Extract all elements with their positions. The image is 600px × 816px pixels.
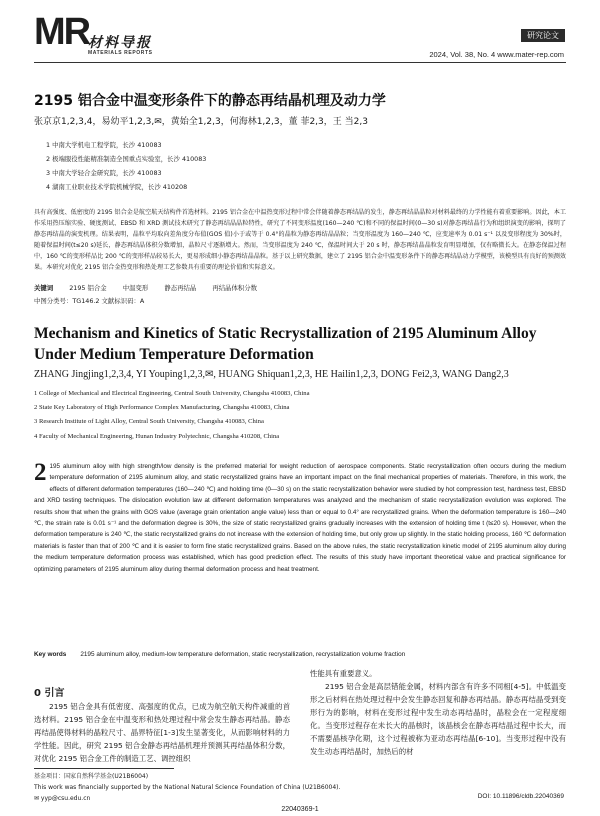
page-number: 22040369-1 xyxy=(281,806,319,813)
cn-keyword: 2195 铝合金 xyxy=(69,284,107,292)
fund-cn: 基金项目：国家自然科学基金(U21B6004) xyxy=(34,773,149,780)
en-abstract xyxy=(34,461,566,575)
logo-en-name: MATERIALS REPORTS xyxy=(88,50,153,56)
journal-info: 2024, Vol. 38, No. 4 www.mater-rep.com xyxy=(429,50,564,59)
en-keywords-text: 2195 aluminum alloy, medium-low temperature deformation, static recrystallization, recrystallization volume fraction xyxy=(80,651,406,658)
cn-abstract: 具有高强度、低密度的 2195 铝合金是航空航天结构件首选材料。2195 铝合金在中温热变形过程中常会伴随着静态再结晶的发生，静态再结晶晶粒对材料最终的力学性能有着重要影响。因此，本工作采用热压缩实验、硬度测试、EBSD 和 XRD 测试技术研究了静态再结晶晶粒特性，研究了不同变形温度(160—240 ℃)和不同的保温时间(0—30 s)对静态再结晶行为和组织演变的影响，探明了静态再结晶的演变机理。结果表明，晶粒平均取向差角度分布值(GOS 值)小于或等于 0.4°的晶粒为静态再结晶晶粒；当变形温度为 160—240 ℃，应变速率为 0.01 s⁻¹ 以及变形程度为 30%时，随着保温时间(t≤20 s)延长，静态再结晶体积分数增加，晶粒尺寸逐渐增大。然而，当变形温度为 240 ℃，保温时间大于 20 s 时，静态再结晶晶粒发育明显增加，仅有略微长大。在静态保温过程中，160 ℃的变形样品比 200 ℃的变形样品较易长大，更易形成细小静态再结晶晶粒。基于以上研究数据，建立了 2195 铝合金中温变形条件下的静态再结晶动力学模型，该模型具有良好的预测效果。本研究对优化 2195 铝合金热变形和热处理工艺参数具有重要的理论价值和实际意义。 xyxy=(34,209,566,271)
header-rule xyxy=(34,62,566,63)
en-authors: ZHANG Jingjing1,2,3,4, YI Youping1,2,3,✉, HUANG Shiquan1,2,3, HE Hailin1,2,3, DONG Fei2,3, WANG Dang2,3 xyxy=(34,369,509,380)
doi: DOI: 10.11896/cldb.22040369 xyxy=(477,793,564,800)
cn-affiliation: 2 极端服役性能精准制造全国重点实验室，长沙 410083 xyxy=(46,155,207,163)
footnotes xyxy=(34,771,340,804)
cn-keywords-label: 关键词 xyxy=(34,284,54,292)
cn-affiliation: 1 中南大学机电工程学院，长沙 410083 xyxy=(46,141,162,149)
logo-cn-name: 材料导报 xyxy=(88,35,152,51)
en-affiliation: 3 Research Institute of Light Alloy, Central South University, Changsha 410083, China xyxy=(34,418,264,426)
right-col-continuation: 性能具有重要意义。 xyxy=(310,669,377,678)
journal-logo xyxy=(34,10,154,60)
cn-affiliation: 4 湖南工业职业技术学院机械学院，长沙 410208 xyxy=(46,183,188,191)
cn-keyword: 再结晶体积分数 xyxy=(212,284,258,292)
en-title: Mechanism and Kinetics of Static Recrystallization of 2195 Aluminum Alloy Under Medium Temperature Deformation xyxy=(34,325,537,363)
body-left-column: 2195 铝合金具有低密度、高强度的优点，已成为航空航天构件减重的首选材料。2195 铝合金在中温变形和热处理过程中常会发生静态再结晶。静态再结晶使得材料的晶粒尺寸、晶界特征[1-3]发生显著变化，从而影响材料的力学性能。因此，研究 2195 铝合金静态再结晶机理并预测其再结晶体积分数，对优化 2195 铝合金工件的制造工艺、调控组织 xyxy=(34,702,290,763)
fund-en: This work was financially supported by the National Natural Science Foundation of China (U21B6004). xyxy=(34,784,341,791)
right-col-paragraph: 2195 铝合金是高层错能金属，材料内部含有许多不同相[4-5]。中低温变形之后材料在热处理过程中会发生静态回复和静态再结晶。静态再结晶受到变形行为的影响，材料在变形过程中发生动态再结晶时，晶粒会在一定程度细化。当变形过程存在未长大的晶核时，该晶核会在静态再结晶过程中长大，而不需要晶核孕化期，这个过程被称为亚动态再结晶[6-10]。当变形过程中没有发生动态再结晶时，加热后的材 xyxy=(310,682,566,756)
cn-keyword: 静态再结晶 xyxy=(164,284,197,292)
section-badge: 研究论文 xyxy=(521,29,565,42)
en-affiliation: 2 State Key Laboratory of High Performance Complex Manufacturing, Changsha 410083, China xyxy=(34,404,290,412)
logo-mark: MR xyxy=(34,11,90,53)
en-affiliation: 1 College of Mechanical and Electrical Engineering, Central South University, Changsha 410083, China xyxy=(34,390,310,397)
cn-classification: 中图分类号：TG146.2 文献标识码：A xyxy=(34,297,145,305)
en-keywords-label: Key words xyxy=(34,651,67,658)
section-heading: 0 引言 xyxy=(34,688,65,699)
en-affiliations xyxy=(34,387,310,444)
en-affiliation: 4 Faculty of Mechanical Engineering, Hunan Industry Polytechnic, Changsha 410208, China xyxy=(34,432,280,440)
body-right-column xyxy=(310,667,566,758)
cn-keywords xyxy=(34,283,271,292)
en-abstract-text: 195 aluminum alloy with high strength/low density is the preferred material for weight reduction of aerospace components. Static recrystallization often occurs during the medium temperature deformation of 2195 aluminum alloy, and static recrystallized grains have an important impact on the final mechanical properties of materials. Therefore, in this work, the effects of different deformation temperatures (160—240 ℃) and holding time (0—30 s) on the static recrystallization behavior were studied by hot compression test, hardness test, EBSD and XRD testing techniques. The dislocation evolution law at different deformation temperatures was analyzed and the mechanism of static recrystallization evolution was explored. The results show that when the grains with GOS value (average grain orientation angle value) less than or equal to 0.4° are recrystallized grains. When the deformation temperature is 160—240 ℃, the strain rate is 0.01 s⁻¹ and the deformation degree is 30%, the size of static recrystallized grains gradually increases with the extension of holding time t (t≤20 s). However, when the deformation temperature is 240 ℃, the static recrystallized grains do not increase with the extension of holding time, but only grow up slightly. In the static holding process, 160 ℃ deformation materials is faster than that of 200 ℃ and it is easier to form fine static recrystallized grains. Based on the above rules, the static recrystallization kinetic model of 2195 aluminum alloy during the medium temperature deformation process was established, which has good prediction effect. The results of this study have important theoretical value and practical significance for optimizing parameters of 2195 aluminum alloy during thermal deformation process and heat treatment. xyxy=(34,463,566,573)
cn-authors: 张京京1,2,3,4，易幼平1,2,3,✉，黄始全1,2,3，何海林1,2,3，董 菲2,3，王 当2,3 xyxy=(34,117,368,127)
cn-title: 2195 铝合金中温变形条件下的静态再结晶机理及动力学 xyxy=(34,93,386,109)
corresponding-email: ✉ yyp@csu.edu.cn xyxy=(34,795,91,802)
abstract-dropcap: 2 xyxy=(34,459,47,486)
cn-affiliations xyxy=(46,138,206,194)
footnote-rule xyxy=(34,768,174,769)
cn-keyword: 中温变形 xyxy=(122,284,149,292)
cn-affiliation: 3 中南大学轻合金研究院，长沙 410083 xyxy=(46,169,162,177)
en-keywords xyxy=(34,651,405,658)
